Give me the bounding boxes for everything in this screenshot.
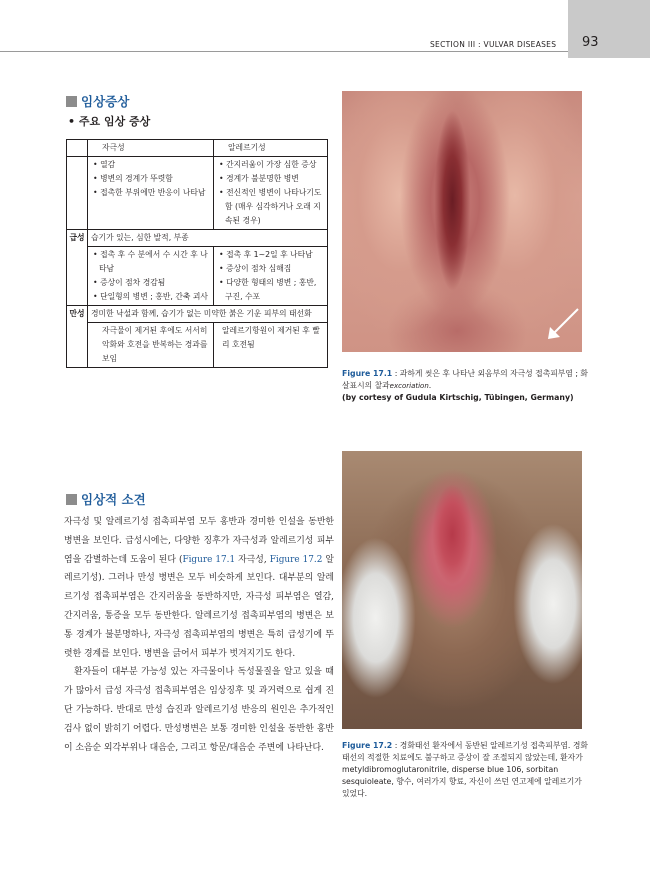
list-item: • 열감 bbox=[93, 160, 116, 169]
caption-text: . bbox=[428, 381, 432, 390]
arrow-icon bbox=[544, 305, 582, 345]
list-item: • 다양한 형태의 병변 ; 홍반, 구진, 수포 bbox=[219, 278, 317, 301]
figure-label: Figure 17.2 bbox=[342, 741, 393, 750]
page-number: 93 bbox=[582, 35, 599, 50]
list-item: • 증상이 점차 경감됨 bbox=[93, 278, 166, 287]
caption-text: : 과하게 씻은 후 나타난 외음부의 자극성 접촉피부염 ; 화살표시의 찰과 bbox=[342, 369, 588, 390]
caption-term: excoriation bbox=[389, 382, 429, 390]
col-header-irritant: 자극성 bbox=[88, 140, 214, 157]
table-header-row bbox=[67, 140, 328, 157]
text-run: 자극성, bbox=[235, 554, 270, 565]
table-corner-cell bbox=[67, 140, 88, 157]
list-item: • 접촉 후 수 분에서 수 시간 후 나타남 bbox=[93, 250, 208, 273]
list-item: • 증상이 점차 심해짐 bbox=[219, 264, 292, 273]
row-label: 만성 bbox=[67, 306, 88, 323]
figure-17-1-photo bbox=[342, 91, 582, 352]
list-item: • 접촉한 부위에만 반응이 나타남 bbox=[93, 188, 206, 197]
list-item: • 간지러움이 가장 심한 증상 bbox=[219, 160, 317, 169]
clinical-symptoms-heading bbox=[66, 92, 129, 110]
section-title: SECTION III : VULVAR DISEASES bbox=[430, 40, 557, 49]
table-row bbox=[67, 157, 328, 230]
heading-text: 임상증상 bbox=[81, 94, 130, 109]
list-item: • 접촉 후 1~2일 후 나타남 bbox=[219, 250, 313, 259]
paragraph: 환자들이 대부분 가능성 있는 자극물이나 독성물질을 알고 있을 때가 많아서 급성 자극성 접촉피부염은 임상징후 및 과거력으로 쉽게 진단 가능하다. 반대로 만성 습진과 알레르기성 반응의 원인은 추가적인 검사 없이 밝히기 어렵다. 만성병변은 보통 경미한 인설을 동반한 홍반이 소음순 외각부위나 대음순, 그리고 항문/대음순 주변에 나타난다. bbox=[64, 667, 334, 753]
allergic-cell bbox=[214, 247, 328, 306]
irritant-cell: 자극물이 제거된 후에도 서서히 악화와 호전을 반복하는 경과를 보임 bbox=[88, 323, 214, 368]
table-row bbox=[67, 323, 328, 368]
main-symptoms-subheading: • 주요 임상 증상 bbox=[68, 115, 151, 128]
heading-bullet-icon bbox=[66, 494, 77, 505]
text-run: 알레르기성). 그러나 만성 병변은 모두 비슷하게 보인다. 대부분의 알레르기성 접촉피부염은 간지러움을 동반하지만, 자극성 피부염은 열감, 간지러움, 통증을 모두 동반한다. 알레르기성 접촉피부염의 병변은 보통 경계가 불분명하나, 자극성 접촉피부염의 병변은 특히 급성기에 뚜렷한 경계를 보인다. 병변을 긁어서 피부가 벗겨지기도 한다. bbox=[64, 554, 334, 659]
row-label bbox=[67, 157, 88, 230]
symptom-table bbox=[66, 139, 328, 368]
row-label-continued bbox=[67, 323, 88, 368]
irritant-cell bbox=[88, 247, 214, 306]
caption-text: : 경화태선 환자에서 동반된 알레르기성 접촉피부염. 경화태선의 적절한 치료에도 불구하고 증상이 잘 조절되지 않았는데, 환자가 metyldibromoglutaronitrile, disperse blue 106, sorbitan sesquioleate, 향수, 여러가지 향료, 자신이 쓰던 연고제에 알레르기가 있었다. bbox=[342, 741, 588, 798]
list-item: • 경계가 불분명한 병변 bbox=[219, 174, 299, 183]
figure-17-2-photo bbox=[342, 451, 582, 729]
allergic-cell: 알레르기항원이 제거된 후 빨리 호전됨 bbox=[214, 323, 328, 368]
figure-17-2-caption bbox=[342, 740, 588, 800]
photo-credit: (by cortesy of Gudula Kirtschig, Tübingen, Germany) bbox=[342, 393, 574, 402]
table-row bbox=[67, 247, 328, 306]
col-header-allergic: 알레르기성 bbox=[214, 140, 328, 157]
table-row bbox=[67, 306, 328, 323]
figure-label: Figure 17.1 bbox=[342, 369, 393, 378]
figure-17-1-caption bbox=[342, 368, 588, 404]
row-label: 급성 bbox=[67, 230, 88, 247]
clinical-findings-body bbox=[64, 513, 334, 757]
row-label-continued bbox=[67, 247, 88, 306]
common-cell: 습기가 있는, 심한 발적, 부종 bbox=[88, 230, 328, 247]
heading-text: 임상적 소견 bbox=[81, 492, 146, 507]
clinical-findings-heading bbox=[66, 490, 146, 508]
irritant-cell bbox=[88, 157, 214, 230]
page-tab bbox=[568, 0, 650, 58]
figure-reference-link[interactable]: Figure 17.2 bbox=[269, 554, 323, 565]
list-item: • 단일형의 병변 ; 홍반, 간축 괴사 bbox=[93, 292, 208, 301]
header-rule bbox=[0, 51, 568, 52]
figure-reference-link[interactable]: Figure 17.1 bbox=[182, 554, 236, 565]
list-item: • 전신적인 병변이 나타나기도 함 (매우 심각하거나 오래 지속된 경우) bbox=[219, 188, 322, 225]
list-item: • 병변의 경계가 뚜렷함 bbox=[93, 174, 173, 183]
text-run: 자극성 및 알레르기성 접촉피부염 모두 홍반과 경미한 인설을 동반한 병변을 보인다. 급성시에는, 다양한 징후가 자극성과 알레르기성 피부염을 감별하는데 도움이 된다 ( bbox=[64, 517, 334, 565]
allergic-cell bbox=[214, 157, 328, 230]
paragraph bbox=[64, 513, 334, 663]
table-row bbox=[67, 230, 328, 247]
heading-bullet-icon bbox=[66, 96, 77, 107]
common-cell: 경미한 낙설과 함께, 습기가 없는 미약한 붉은 기운 피부의 태선화 bbox=[88, 306, 328, 323]
